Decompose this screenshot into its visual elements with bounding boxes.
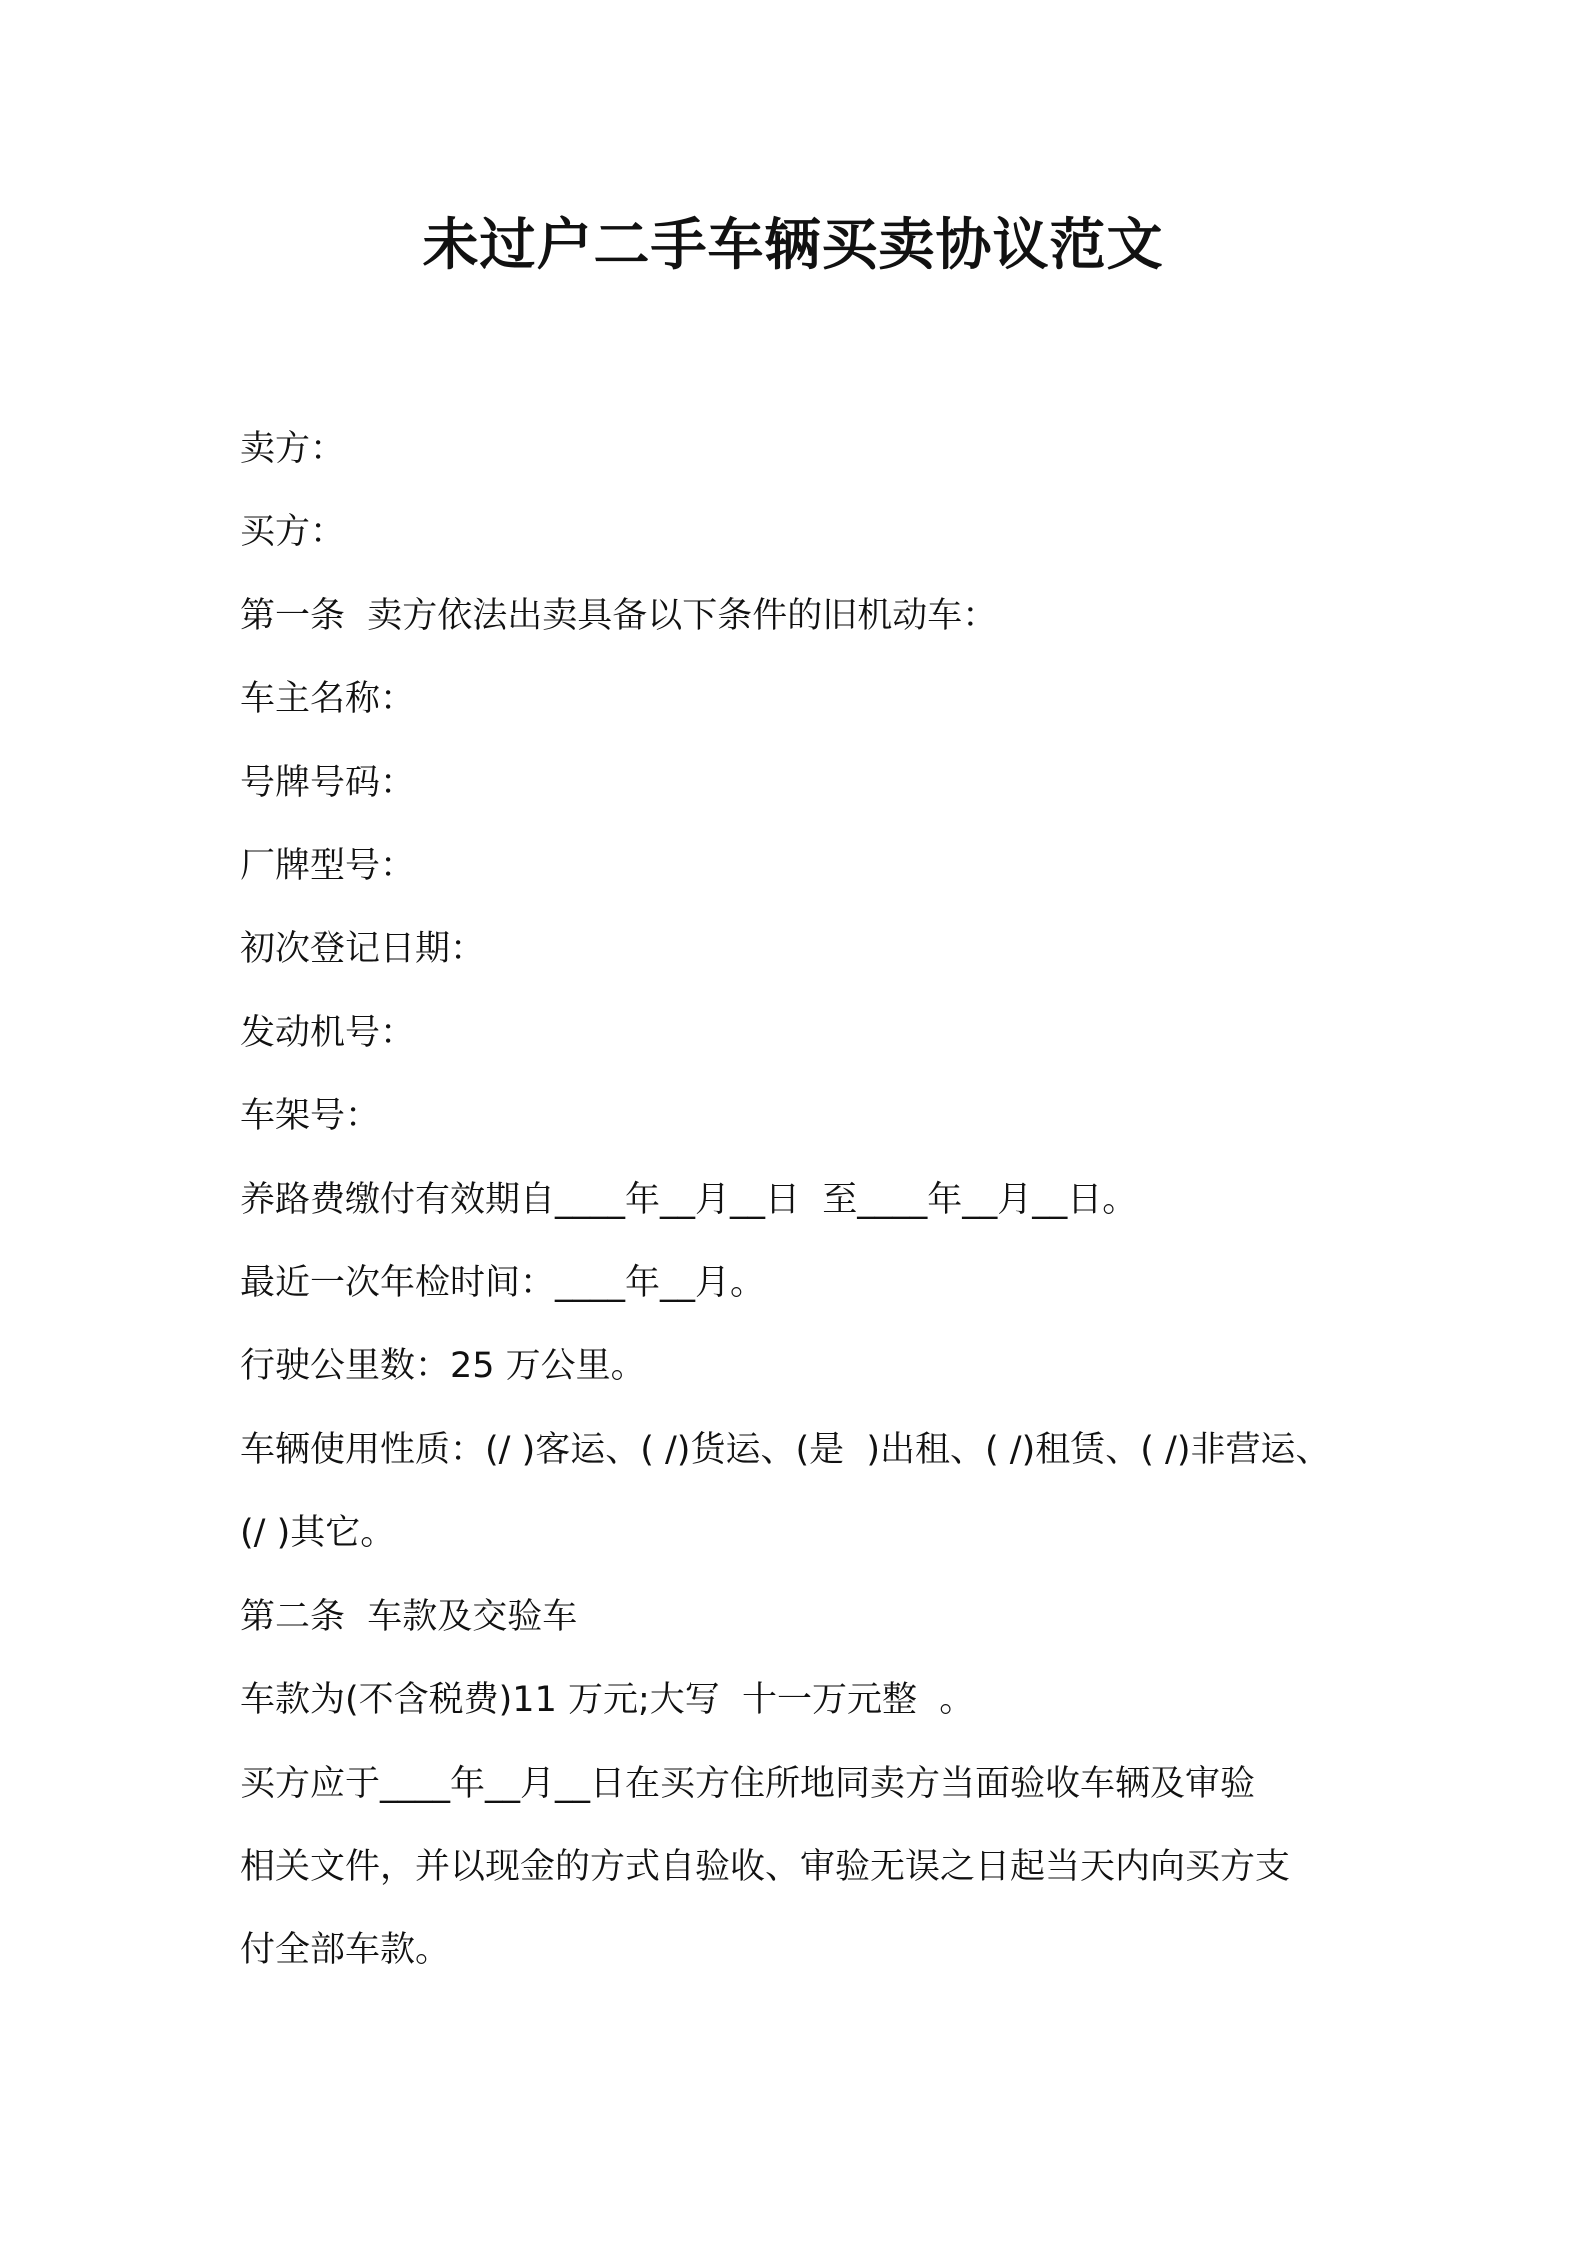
road-fee-validity-line: 养路费缴付有效期自____年__月__日 至____年__月__日。 bbox=[240, 1179, 1138, 1220]
inspection-clause-line-3: 付全部车款。 bbox=[240, 1930, 451, 1971]
price-line: 车款为(不含税费)11 万元;大写 十一万元整 。 bbox=[240, 1680, 975, 1721]
first-registration-date-line: 初次登记日期： bbox=[240, 929, 486, 970]
article-one-heading: 第一条 卖方依法出卖具备以下条件的旧机动车： bbox=[240, 595, 998, 636]
inspection-clause-line-2: 相关文件，并以现金的方式自验收、审验无误之日起当天内向买方支 bbox=[240, 1846, 1291, 1887]
owner-name-line: 车主名称： bbox=[240, 679, 416, 720]
mileage-line: 行驶公里数：25 万公里。 bbox=[240, 1346, 646, 1387]
usage-nature-line: 车辆使用性质：(/ )客运、( /)货运、(是 )出租、( /)租赁、( /)非营运、 bbox=[240, 1429, 1331, 1470]
frame-number-line: 车架号： bbox=[240, 1096, 381, 1137]
document-title: 未过户二手车辆买卖协议范文 bbox=[422, 213, 1164, 278]
document-body bbox=[240, 408, 1380, 1993]
engine-number-line: 发动机号： bbox=[240, 1012, 416, 1053]
brand-model-line: 厂牌型号： bbox=[240, 846, 416, 887]
inspection-clause-line-1: 买方应于____年__月__日在买方住所地同卖方当面验收车辆及审验 bbox=[240, 1763, 1256, 1804]
article-two-heading: 第二条 车款及交验车 bbox=[240, 1596, 578, 1637]
usage-nature-line-continued: (/ )其它。 bbox=[240, 1513, 396, 1554]
buyer-line: 买方： bbox=[240, 512, 346, 553]
plate-number-line: 号牌号码： bbox=[240, 762, 416, 803]
seller-line: 卖方： bbox=[240, 429, 346, 469]
annual-inspection-line: 最近一次年检时间：____年__月。 bbox=[240, 1263, 766, 1304]
